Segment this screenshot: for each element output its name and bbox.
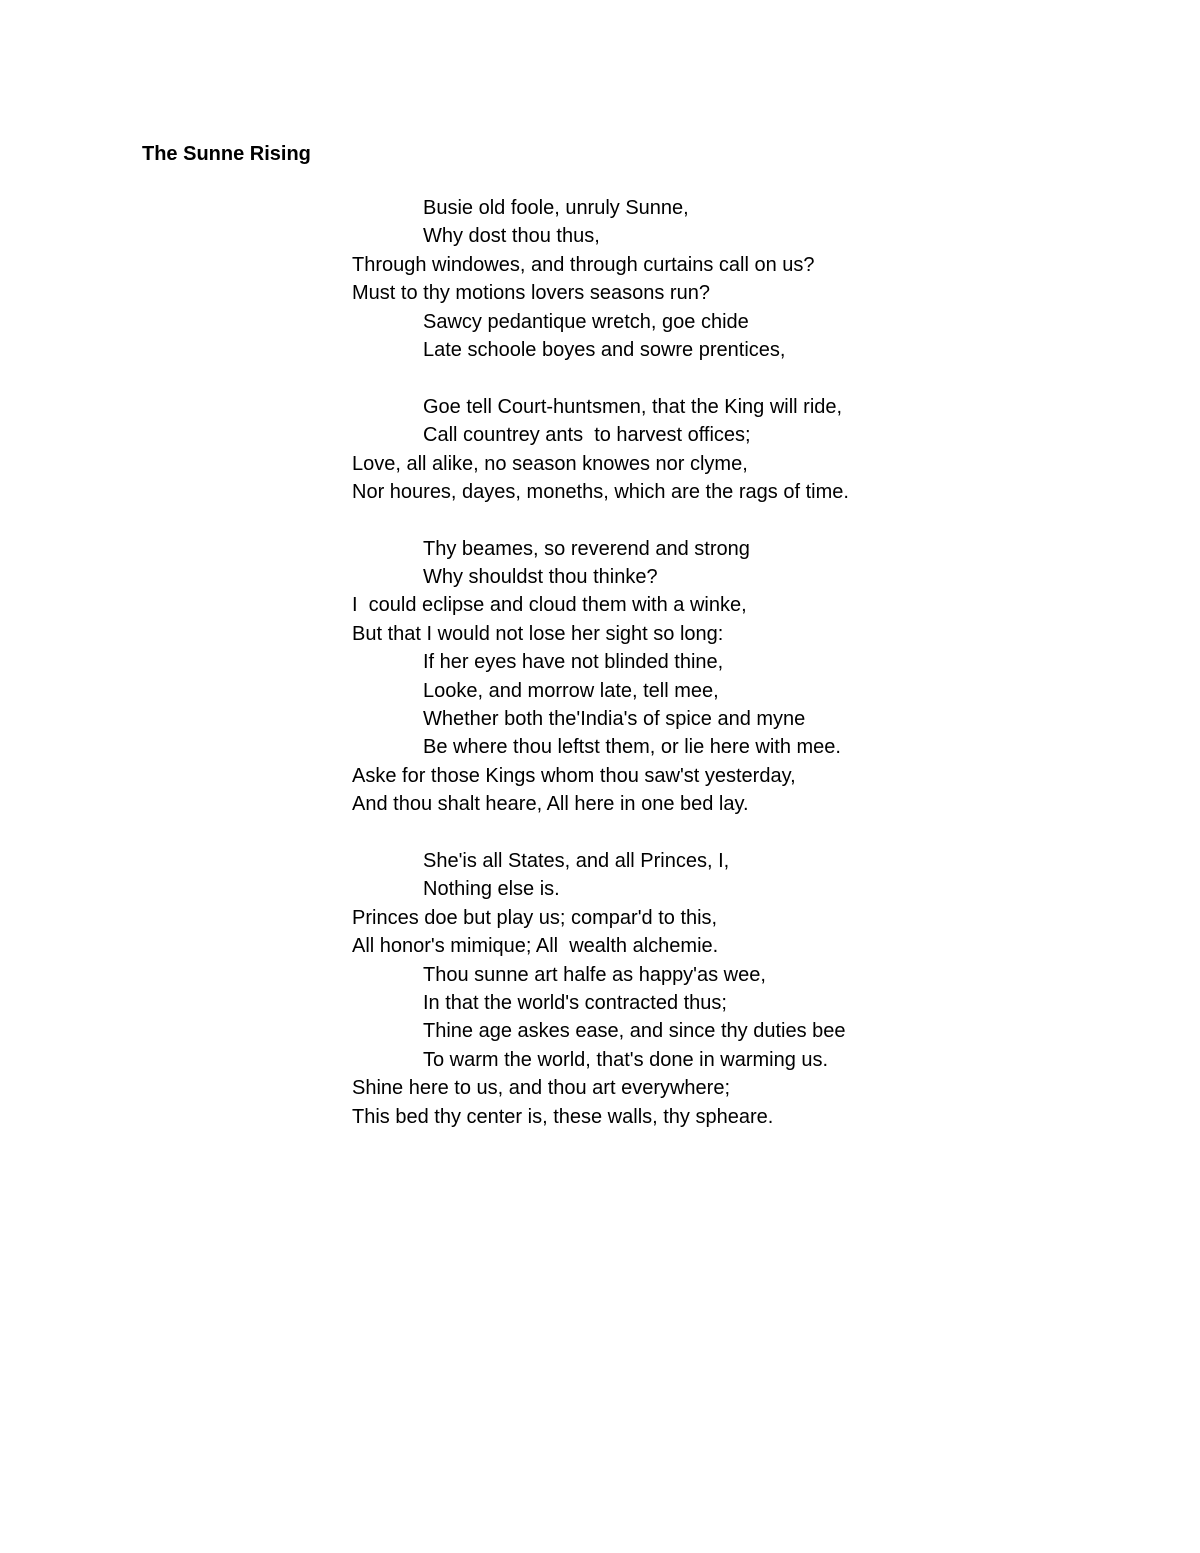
poem-line: Princes doe but play us; compar'd to this, [352, 906, 718, 929]
poem-line: Call countrey ants to harvest offices; [423, 424, 751, 447]
poem-line: Through windowes, and through curtains call on us? [352, 253, 815, 276]
stanza-break [352, 506, 1172, 534]
poem-line: She'is all States, and all Princes, I, [423, 849, 730, 872]
poem-line: Looke, and morrow late, tell mee, [423, 679, 719, 702]
poem-line: Shine here to us, and thou art everywhere; [352, 1077, 731, 1100]
stanza [352, 393, 1172, 507]
poem-line: Be where thou leftst them, or lie here with mee. [423, 736, 841, 759]
poem-line: Must to thy motions lovers seasons run? [352, 282, 710, 305]
stanza [352, 847, 1172, 1131]
poem-line: Why dost thou thus, [423, 225, 600, 248]
poem-line: If her eyes have not blinded thine, [423, 651, 724, 674]
poem-line: Sawcy pedantique wretch, goe chide [423, 310, 749, 333]
poem-line: Thine age askes ease, and since thy duties bee [423, 1020, 846, 1043]
poem-body [352, 194, 1172, 1131]
poem-line: Aske for those Kings whom thou saw'st yesterday, [352, 764, 796, 787]
poem-line: This bed thy center is, these walls, thy spheare. [352, 1105, 774, 1128]
poem-line: Late schoole boyes and sowre prentices, [423, 338, 786, 361]
poem-line: Thy beames, so reverend and strong [423, 537, 750, 560]
stanza [352, 194, 1172, 364]
poem-line: I could eclipse and cloud them with a winke, [352, 594, 747, 617]
poem-title: The Sunne Rising [142, 143, 311, 165]
poem-line: Love, all alike, no season knowes nor clyme, [352, 452, 748, 475]
stanza-break [352, 819, 1172, 847]
poem-line: Goe tell Court-huntsmen, that the King will ride, [423, 395, 843, 418]
poem-line: Thou sunne art halfe as happy'as wee, [423, 963, 766, 986]
poem-line: All honor's mimique; All wealth alchemie. [352, 935, 719, 958]
poem-line: In that the world's contracted thus; [423, 991, 727, 1014]
poem-line: To warm the world, that's done in warming us. [423, 1048, 829, 1071]
poem-line: Why shouldst thou thinke? [423, 566, 658, 589]
stanza-break [352, 364, 1172, 392]
poem-line: Nor houres, dayes, moneths, which are the rags of time. [352, 480, 849, 503]
poem-line: And thou shalt heare, All here in one bed lay. [352, 793, 749, 816]
poem-line: Busie old foole, unruly Sunne, [423, 197, 689, 219]
poem-line: Whether both the'India's of spice and myne [423, 708, 806, 731]
poem-line: Nothing else is. [423, 878, 560, 901]
stanza [352, 535, 1172, 819]
poem-line: But that I would not lose her sight so long: [352, 622, 724, 645]
